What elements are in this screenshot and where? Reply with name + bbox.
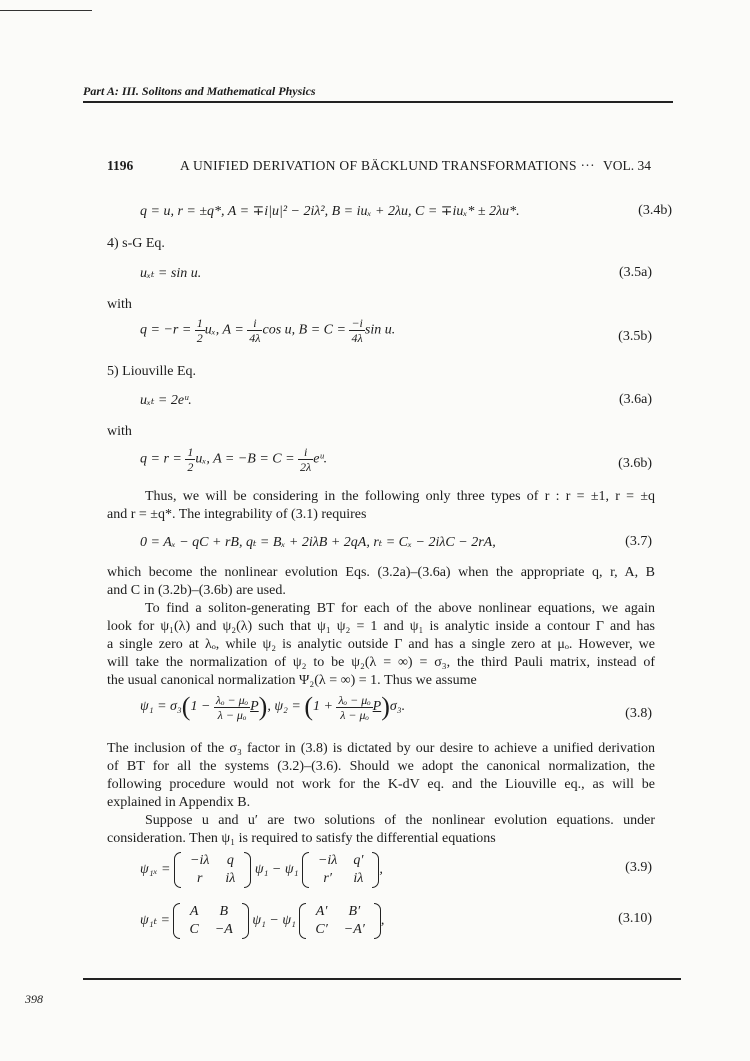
article-title: A UNIFIED DERIVATION OF BÄCKLUND TRANSFORMATIONS ··· — [180, 158, 595, 173]
fraction — [349, 316, 364, 345]
fraction — [214, 693, 250, 722]
paragraph-line: consideration. Then ψ₁ is required to satisfy the differential equations — [107, 831, 496, 846]
equation-3-6b — [140, 445, 327, 474]
matrix-entry: r′ — [323, 871, 332, 886]
equation-number: (3.6a) — [618, 392, 652, 407]
paragraph-line: Thus, we will be considering in the following only three types of r : r = ±1, r = ±q — [145, 489, 655, 504]
eq-part: , — [380, 913, 385, 929]
left-paren: ( — [304, 692, 314, 721]
equation-number: (3.4b) — [638, 203, 672, 218]
denominator: λ − μₒ — [217, 707, 247, 722]
paragraph-line: the usual canonical normalization Ψ₂(λ = ∞) = 1. Thus we assume — [107, 673, 477, 688]
volume-label: VOL. 34 — [603, 158, 651, 173]
eq-part: ψ₁ − ψ₁ — [254, 862, 299, 878]
equation-3-5a: uₓₜ = sin u. — [140, 266, 202, 281]
eq-part: ψ₁ₜ = — [140, 913, 170, 929]
paragraph-line: Suppose u and u′ are two solutions of the nonlinear evolution equations. under — [145, 813, 655, 828]
footer-rule — [83, 978, 681, 980]
matrix-entry: −iλ — [317, 853, 338, 868]
paragraph-line: look for ψ₁(λ) and ψ₂(λ) such that ψ₁ ψ₂ = 1 and ψ₁ is analytic inside a contour Γ and has — [107, 619, 655, 634]
matrix-entry: A′ — [315, 904, 328, 919]
equation-3-7: 0 = Aₓ − qC + rB, qₜ = Bₓ + 2iλB + 2qA, rₜ = Cₓ − 2iλC − 2rA, — [140, 535, 496, 550]
left-paren: ( — [181, 692, 191, 721]
with-label: with — [107, 424, 132, 439]
equation-3-4b: q = u, r = ±q*, A = ∓i|u|² − 2iλ², B = iuₓ + 2λu, C = ∓iuₓ* ± 2λu*. — [140, 204, 520, 219]
denominator: 2λ — [300, 460, 312, 474]
eq-part: ψ₁ = σ₃ — [140, 699, 182, 715]
running-head: Part A: III. Solitons and Mathematical Physics — [83, 84, 316, 98]
eq-part: sin u. — [364, 322, 396, 338]
numerator: −i — [351, 316, 363, 330]
numerator: 1 — [187, 445, 194, 459]
equation-number: (3.5b) — [618, 329, 652, 344]
equation-number: (3.9) — [625, 860, 652, 875]
top-edge-rule — [0, 10, 92, 11]
matrix-entry: C — [189, 922, 199, 937]
fraction — [185, 445, 195, 474]
numerator: λₒ − μₒ — [215, 692, 249, 707]
matrix — [299, 903, 380, 939]
equation-number: (3.6b) — [618, 456, 652, 471]
paragraph-line: and C in (3.2b)–(3.6b) are used. — [107, 583, 286, 598]
matrix-entry: r — [196, 871, 203, 886]
eq-part: q = r = — [140, 451, 186, 467]
matrix-entry: −iλ — [190, 853, 210, 868]
fraction — [195, 316, 205, 345]
equation-3-9 — [140, 852, 383, 888]
numerator: λₒ − μₒ — [338, 692, 371, 707]
equation-number: (3.10) — [618, 911, 652, 926]
paragraph-line: following procedure would not work for the K-dV eq. and the Liouville eq., as will be — [107, 777, 655, 792]
matrix-entry: iλ — [353, 871, 364, 886]
equation-number: (3.7) — [625, 534, 652, 549]
equation-number: (3.5a) — [618, 265, 652, 280]
denominator: 2 — [187, 460, 194, 474]
fraction — [247, 316, 262, 345]
paragraph-line: of BT for all the systems (3.2)–(3.6). Should we adopt the canonical normalization, the — [107, 759, 655, 774]
paragraph-line: and r = ±q*. The integrability of (3.1) requires — [107, 507, 367, 522]
eq-part: σ₃. — [389, 699, 406, 715]
matrix-entry: q — [226, 853, 234, 868]
right-paren: ) — [381, 692, 390, 721]
matrix-entry: B′ — [348, 904, 361, 919]
eq-part: P — [372, 699, 382, 715]
matrix-entry: −A′ — [343, 922, 365, 937]
equation-3-10 — [140, 903, 384, 939]
section-liouville-eq: 5) Liouville Eq. — [107, 364, 197, 379]
equation-number: (3.8) — [625, 706, 652, 721]
paragraph-line: will take the normalization of ψ₂ to be ψ₂(λ = ∞) = σ₃, the third Pauli matrix, instead of — [107, 655, 655, 670]
eq-part: uₓ, A = — [204, 322, 248, 338]
matrix-entry: A — [189, 904, 199, 919]
numerator: i — [298, 445, 313, 460]
matrix-entry: q′ — [353, 853, 364, 868]
matrix-entry: C′ — [315, 922, 328, 937]
paragraph-line: The inclusion of the σ₃ factor in (3.8) is dictated by our desire to achieve a unified derivation — [107, 741, 655, 756]
matrix — [302, 852, 379, 888]
paragraph-line: explained in Appendix B. — [107, 795, 251, 810]
equation-3-6a: uₓₜ = 2eᵘ. — [140, 393, 192, 408]
eq-part: ψ₁ − ψ₁ — [252, 913, 296, 929]
denominator: 4λ — [249, 331, 261, 345]
eq-part: q = −r = — [140, 322, 195, 338]
eq-part: , — [379, 862, 383, 878]
matrix-entry: iλ — [225, 871, 236, 886]
paragraph-line: To find a soliton-generating BT for each of the above nonlinear equations, we again — [145, 601, 655, 616]
eq-part: P — [250, 699, 259, 715]
matrix-entry: −A — [214, 922, 233, 937]
with-label: with — [107, 297, 132, 312]
equation-3-5b — [140, 316, 395, 345]
numerator: i — [247, 316, 262, 331]
denominator: λ − μₒ — [340, 707, 369, 722]
fraction — [336, 693, 372, 722]
section-sg-eq: 4) s-G Eq. — [107, 236, 165, 251]
eq-part: 1 + — [313, 699, 337, 715]
eq-part: uₓ, A = −B = C = — [195, 451, 299, 467]
right-paren: ) — [258, 692, 268, 721]
eq-part: ψ₁ₓ = — [140, 862, 171, 878]
matrix — [173, 903, 248, 939]
equation-3-8 — [140, 692, 405, 722]
paragraph-line: which become the nonlinear evolution Eqs. (3.2a)–(3.6a) when the appropriate q, r, A, B — [107, 565, 655, 580]
page-number: 1196 — [107, 158, 134, 173]
header-rule — [83, 101, 673, 103]
matrix — [174, 852, 251, 888]
denominator: 4λ — [351, 331, 363, 345]
eq-part: 1 − — [190, 699, 214, 715]
eq-part: , ψ₂ = — [267, 699, 305, 715]
fraction — [298, 445, 313, 474]
eq-part: cos u, B = C = — [262, 322, 350, 338]
folio-page-number: 398 — [25, 992, 43, 1006]
paragraph-line: a single zero at λₒ, while ψ₂ is analytic outside Γ and has a single zero at μₒ. However, we — [107, 637, 655, 652]
eq-part: eᵘ. — [313, 451, 328, 467]
numerator: 1 — [196, 316, 203, 330]
matrix-entry: B — [219, 904, 229, 919]
denominator: 2 — [196, 331, 203, 345]
